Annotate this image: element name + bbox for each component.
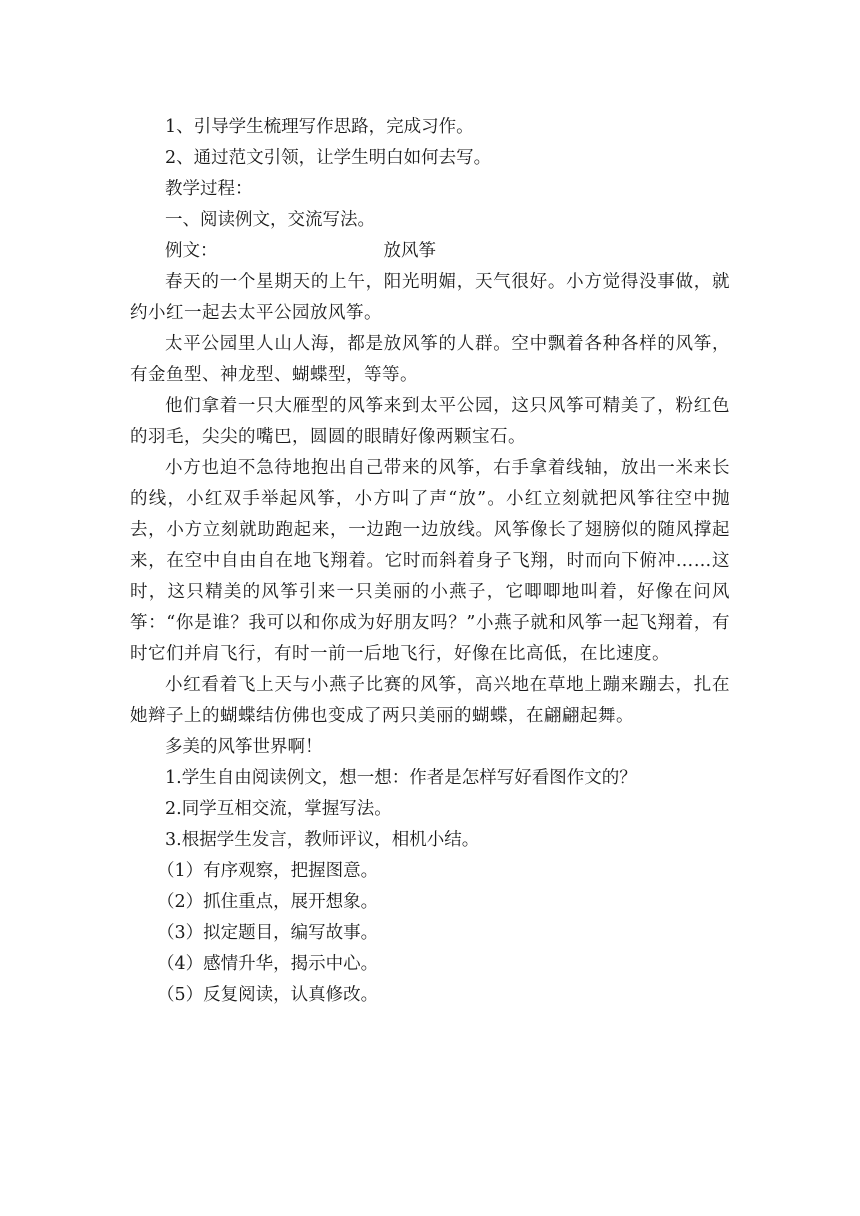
example-paragraph-4: 小方也迫不急待地抱出自己带来的风筝，右手拿着线轴，放出一米来长的线，小红双手举起风筝，小方叫了声“放”。小红立刻就把风筝往空中抛去，小方立刻就助跑起来，一边跑一边放线。风筝像长了翅膀似的随风撑起来，在空中自由自在地飞翔着。它时而斜着身子飞翔，时而向下俯冲……这时，这只精美的风筝引来一只美丽的小燕子，它唧唧地叫着，好像在问风筝：“你是谁？我可以和你成为好朋友吗？”小燕子就和风筝一起飞翔着，有时它们并肩飞行，有时一前一后地飞行，好像在比高低，在比速度。 [130,458,730,664]
example-paragraph-1: 春天的一个星期天的上午，阳光明媚，天气很好。小方觉得没事做，就约小红一起去太平公园放风筝。 [130,272,730,323]
process-heading: 教学过程： [165,179,253,199]
example-heading [130,236,730,267]
step-2: 2.同学互相交流，掌握写法。 [165,799,392,819]
objective-1: 1、引导学生梳理写作思路，完成习作。 [165,117,474,137]
example-paragraph-6: 多美的风筝世界啊！ [165,737,323,757]
example-paragraph-2: 太平公园里人山人海，都是放风筝的人群。空中飘着各种各样的风筝，有金鱼型、神龙型、蝴蝶型，等等。 [130,334,730,385]
summary-point-4: （4）感情升华，揭示中心。 [157,954,379,974]
example-paragraph-3: 他们拿着一只大雁型的风筝来到太平公园，这只风筝可精美了，粉红色的羽毛，尖尖的嘴巴，圆圆的眼睛好像两颗宝石。 [130,396,730,447]
step-3: 3.根据学生发言，教师评议，相机小结。 [165,830,480,850]
document-page [130,112,730,1011]
objective-2: 2、通过范文引领，让学生明白如何去写。 [165,148,492,168]
summary-point-3: （3）拟定题目，编写故事。 [157,923,379,943]
section1-heading: 一、阅读例文，交流写法。 [165,210,375,230]
summary-point-2: （2）抓住重点，展开想象。 [157,892,379,912]
example-title: 放风筝 [383,241,436,261]
step-1: 1.学生自由阅读例文，想一想：作者是怎样写好看图作文的？ [165,768,637,788]
example-paragraph-5: 小红看着飞上天与小燕子比赛的风筝，高兴地在草地上蹦来蹦去，扎在她辫子上的蝴蝶结仿佛也变成了两只美丽的蝴蝶，在翩翩起舞。 [130,675,730,726]
example-label: 例文： [165,241,218,261]
summary-point-5: （5）反复阅读，认真修改。 [157,985,379,1005]
summary-point-1: （1）有序观察，把握图意。 [157,861,379,881]
